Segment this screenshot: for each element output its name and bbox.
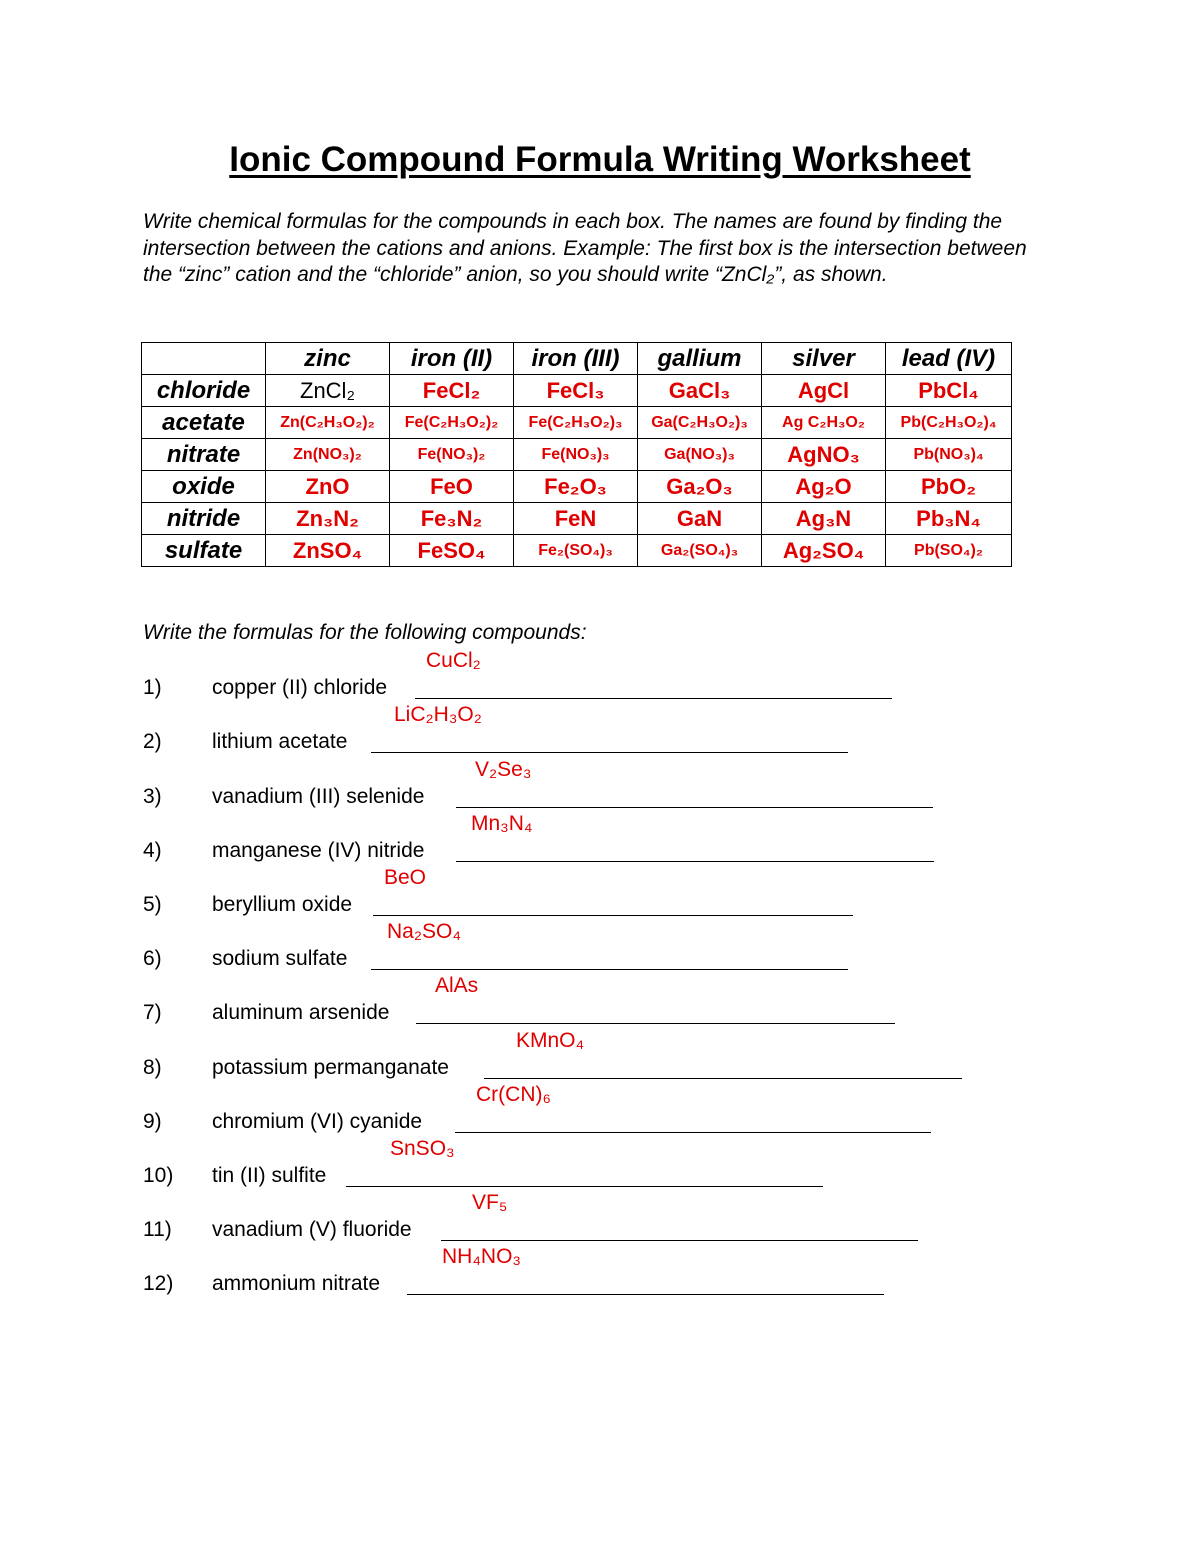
formula-cell[interactable]: Pb₃N₄ [886,503,1012,535]
formula-cell[interactable]: FeCl₃ [514,375,638,407]
question-number: 1) [143,676,162,699]
answer-line[interactable] [371,969,848,970]
question-number: 9) [143,1110,162,1133]
formula-cell[interactable]: FeCl₂ [390,375,514,407]
cation-header: lead (IV) [886,343,1012,375]
cation-header: iron (II) [390,343,514,375]
formula-cell[interactable]: Fe₂O₃ [514,471,638,503]
formula-cell[interactable]: Ga₂(SO₄)₃ [638,535,762,567]
formula-cell[interactable]: Fe₂(SO₄)₃ [514,535,638,567]
formula-cell[interactable]: Ag₂O [762,471,886,503]
formula-cell[interactable]: ZnCl₂ [266,375,390,407]
formula-cell[interactable]: Fe₃N₂ [390,503,514,535]
question-number: 11) [143,1218,172,1241]
table-row [142,407,1012,439]
formula-cell[interactable]: Zn(NO₃)₂ [266,439,390,471]
formula-cell[interactable]: ZnSO₄ [266,535,390,567]
answer-text: Cr(CN)₆ [476,1083,551,1106]
formula-cell[interactable]: FeO [390,471,514,503]
question-number: 10) [143,1164,174,1187]
answer-text: Mn₃N₄ [471,812,533,835]
formula-cell[interactable]: Ag C₂H₃O₂ [762,407,886,439]
question-label: ammonium nitrate [212,1272,381,1295]
question-number: 2) [143,730,162,753]
answer-line[interactable] [346,1186,823,1187]
answer-text: SnSO₃ [390,1137,455,1160]
answer-line[interactable] [455,1132,931,1133]
question-label: vanadium (III) selenide [212,785,425,808]
answer-text: VF₅ [472,1191,508,1214]
answer-text: NH₄NO₃ [442,1245,521,1268]
question-label: lithium acetate [212,730,348,753]
question-number: 12) [143,1272,174,1295]
question-label: beryllium oxide [212,893,353,916]
question-label: tin (II) sulfite [212,1164,327,1187]
anion-header: nitride [142,503,266,535]
table-row [142,375,1012,407]
answer-text: V₂Se₃ [475,758,532,781]
cation-header: zinc [266,343,390,375]
page-title: Ionic Compound Formula Writing Worksheet [229,140,971,179]
formula-cell[interactable]: GaN [638,503,762,535]
questions-heading: Write the formulas for the following compounds: [143,621,587,644]
answer-text: CuCl₂ [426,649,481,672]
answer-text: LiC₂H₃O₂ [394,703,482,726]
question-number: 6) [143,947,162,970]
cation-header: silver [762,343,886,375]
question-label: chromium (VI) cyanide [212,1110,423,1133]
answer-line[interactable] [373,915,853,916]
formula-cell[interactable]: Pb(C₂H₃O₂)₄ [886,407,1012,439]
instructions: Write chemical formulas for the compounds in each box. The names are found by finding the intersection between the cations and anions. Example: The first box is the intersection between the “zinc” cation and the “chloride” anion, so you should write “ZnCl₂”, as shown. [143,210,1027,286]
answer-text: BeO [384,866,427,889]
formula-cell[interactable]: Ga(C₂H₃O₂)₃ [638,407,762,439]
formula-cell[interactable]: Ga₂O₃ [638,471,762,503]
formula-cell[interactable]: Zn₃N₂ [266,503,390,535]
anion-header: oxide [142,471,266,503]
cation-header: iron (III) [514,343,638,375]
table-row [142,439,1012,471]
question-label: vanadium (V) fluoride [212,1218,412,1241]
formula-cell[interactable]: Zn(C₂H₃O₂)₂ [266,407,390,439]
table-row [142,535,1012,567]
table-corner-cell [142,343,266,375]
table-row [142,503,1012,535]
formula-cell[interactable]: AgCl [762,375,886,407]
question-label: copper (II) chloride [212,676,388,699]
answer-line[interactable] [456,861,934,862]
formula-cell[interactable]: Pb(NO₃)₄ [886,439,1012,471]
formula-table [141,342,1012,567]
formula-cell[interactable]: Fe(NO₃)₂ [390,439,514,471]
answer-line[interactable] [456,807,933,808]
question-label: potassium permanganate [212,1056,449,1079]
answer-text: Na₂SO₄ [387,920,461,943]
question-number: 4) [143,839,162,862]
formula-cell[interactable]: Pb(SO₄)₂ [886,535,1012,567]
formula-cell[interactable]: Ag₃N [762,503,886,535]
question-number: 5) [143,893,162,916]
formula-cell[interactable]: Ag₂SO₄ [762,535,886,567]
formula-cell[interactable]: Fe(NO₃)₃ [514,439,638,471]
answer-line[interactable] [484,1078,962,1079]
question-number: 7) [143,1001,162,1024]
anion-header: nitrate [142,439,266,471]
formula-cell[interactable]: FeSO₄ [390,535,514,567]
question-label: manganese (IV) nitride [212,839,425,862]
question-label: sodium sulfate [212,947,348,970]
formula-cell[interactable]: GaCl₃ [638,375,762,407]
formula-cell[interactable]: AgNO₃ [762,439,886,471]
answer-line[interactable] [441,1240,918,1241]
answer-text: AlAs [435,974,479,997]
cation-header: gallium [638,343,762,375]
question-label: aluminum arsenide [212,1001,390,1024]
question-number: 8) [143,1056,162,1079]
answer-line[interactable] [371,752,848,753]
answer-line[interactable] [407,1294,884,1295]
formula-cell[interactable]: Ga(NO₃)₃ [638,439,762,471]
formula-cell[interactable]: PbO₂ [886,471,1012,503]
formula-cell[interactable]: ZnO [266,471,390,503]
formula-cell[interactable]: PbCl₄ [886,375,1012,407]
answer-text: KMnO₄ [516,1029,585,1052]
anion-header: sulfate [142,535,266,567]
formula-cell[interactable]: FeN [514,503,638,535]
anion-header: acetate [142,407,266,439]
table-row [142,471,1012,503]
answer-line[interactable] [415,698,892,699]
answer-line[interactable] [416,1023,895,1024]
table-header-row [142,343,1012,375]
anion-header: chloride [142,375,266,407]
question-number: 3) [143,785,162,808]
formula-cell[interactable]: Fe(C₂H₃O₂)₂ [390,407,514,439]
formula-cell[interactable]: Fe(C₂H₃O₂)₃ [514,407,638,439]
